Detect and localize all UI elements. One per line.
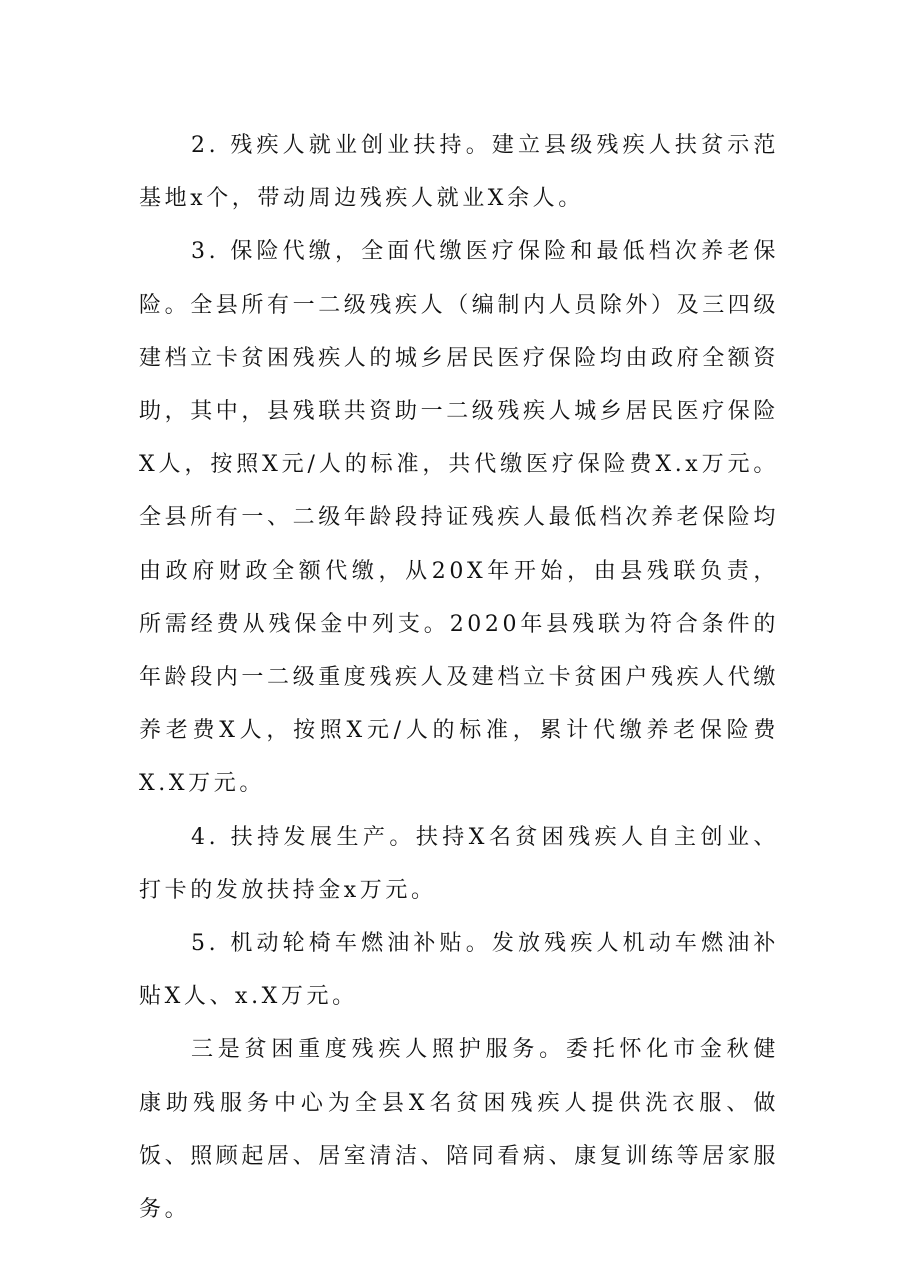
paragraph-wheelchair-fuel-subsidy: 5. 机动轮椅车燃油补贴。发放残疾人机动车燃油补贴X人、x.X万元。 — [139, 931, 779, 1010]
paragraph-production-support: 4. 扶持发展生产。扶持X名贫困残疾人自主创业、打卡的发放扶持金x万元。 — [139, 824, 779, 903]
paragraph-insurance-payment: 3. 保险代缴，全面代缴医疗保险和最低档次养老保险。全县所有一二级残疾人（编制内人员除外）及三四级建档立卡贫困残疾人的城乡居民医疗保险均由政府全额资助，其中，县残联共资助一二级残疾人城乡居民医疗保险X人，按照X元/人的标准，共代缴医疗保险费X.x万元。全县所有一、二级年龄段持证残疾人最低档次养老保险均由政府财政全额代缴，从20X年开始，由县残联负责，所需经费从残保金中列支。2020年县残联为符合条件的年龄段内一二级重度残疾人及建档立卡贫困户残疾人代缴养老费X人，按照X元/人的标准，累计代缴养老保险费X.X万元。 — [139, 239, 780, 797]
document-body — [139, 119, 779, 1236]
paragraph-employment-support: 2. 残疾人就业创业扶持。建立县级残疾人扶贫示范基地x个，带动周边残疾人就业X余人。 — [139, 133, 779, 212]
paragraph-care-service: 三是贫困重度残疾人照护服务。委托怀化市金秋健康助残服务中心为全县X名贫困残疾人提供洗衣服、做饭、照顾起居、居室清洁、陪同看病、康复训练等居家服务。 — [139, 1037, 780, 1223]
